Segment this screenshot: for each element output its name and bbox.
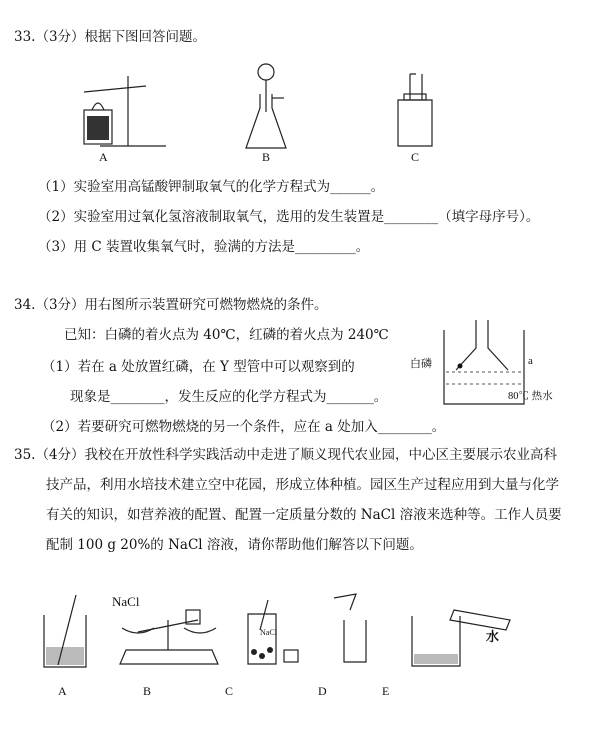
q35-label-a: A — [58, 684, 67, 698]
q33-apparatus-b — [244, 62, 290, 154]
q35-line2: 技产品，利用水培技术建立空中花园，形成立体种植。园区生产过程应用到大量与化学 — [46, 477, 559, 493]
q35-line3: 有关的知识，如营养液的配置、配置一定质量分数的 NaCl 溶液来选种等。工作人员要 — [46, 507, 562, 523]
q35-label-c: C — [225, 684, 234, 698]
q35-line4: 配制 100 g 20%的 NaCl 溶液，请你帮助他们解答以下问题。 — [46, 537, 423, 553]
q35-line1: 35.（4分）我校在开放性科学实践活动中走进了顺义现代农业园，中心区主要展示农业高科 — [14, 447, 558, 463]
q33-sub3: （3）用 C 装置收集氧气时，验满的方法是_________。 — [38, 239, 370, 255]
q33-apparatus-a — [70, 70, 170, 150]
q34-white-phosphorus-label: 白磷 — [410, 358, 432, 370]
q35-label-b: B — [143, 684, 152, 698]
q33-apparatus-c — [392, 70, 442, 150]
q35-nacl-label: NaCl — [112, 594, 140, 609]
q34-hot-water-label: 80℃ 热水 — [508, 391, 553, 402]
q34-a-label: a — [528, 355, 533, 367]
q35-beaker-stirring-a — [40, 595, 92, 673]
q33-title: 33.（3分）根据下图回答问题。 — [14, 29, 207, 45]
q34-sub2: （2）若要研究可燃物燃烧的另一个条件，应在 a 处加入________。 — [42, 419, 446, 435]
q35-balance-b — [118, 598, 226, 670]
q34-sub1b: 现象是________，发生反应的化学方程式为_______。 — [70, 389, 388, 405]
q33-label-c: C — [411, 150, 420, 164]
q34-known: 已知：白磷的着火点为 40℃，红磷的着火点为 240℃ — [64, 327, 389, 343]
q34-sub1a: （1）若在 a 处放置红磷，在 Y 型管中可以观察到的 — [42, 359, 355, 375]
q35-label-e: E — [382, 684, 390, 698]
q35-jar-nacl-label: NaCl — [260, 628, 277, 637]
q33-label-a: A — [99, 150, 108, 164]
q33-sub2: （2）实验室用过氧化氢溶液制取氧气，选用的发生装置是________（填字母序号）。 — [38, 209, 540, 225]
q35-label-d: D — [318, 684, 327, 698]
q35-funnel-paper-d — [330, 590, 370, 670]
q33-sub1: （1）实验室用高锰酸钾制取氧气的化学方程式为______。 — [38, 179, 385, 195]
q35-water-label: 水 — [486, 629, 500, 644]
q34-title: 34.（3分）用右图所示装置研究可燃物燃烧的条件。 — [14, 297, 328, 313]
q33-label-b: B — [262, 150, 271, 164]
